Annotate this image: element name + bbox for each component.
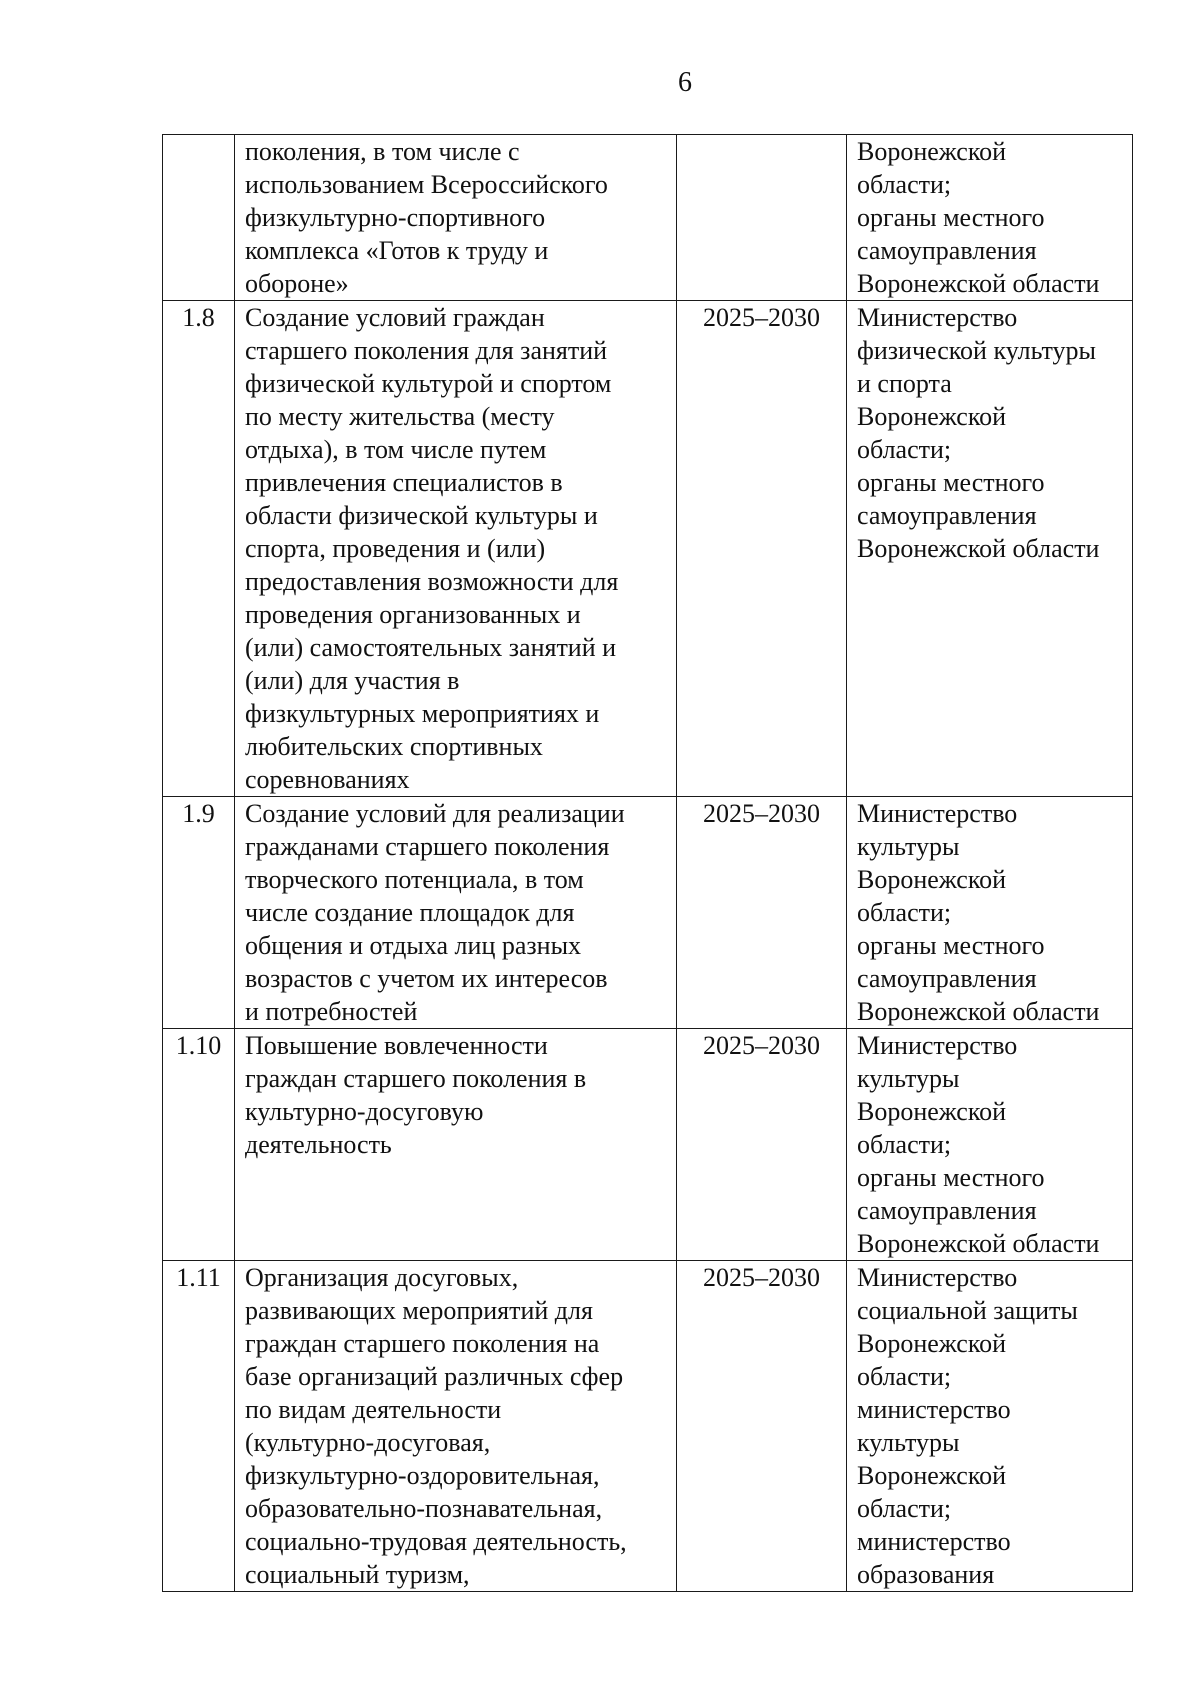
executor-line: органы местного (857, 203, 1045, 232)
executor-line: Министерство (857, 799, 1018, 828)
responsible-executors (847, 135, 1133, 301)
measure-description (235, 797, 677, 1029)
page-number: 6 (678, 67, 692, 98)
table-body (163, 135, 1133, 1592)
executor-line: Воронежской (857, 865, 1007, 894)
description-line: отдыха), в том числе путем (245, 435, 547, 464)
executor-line: самоуправления (857, 964, 1037, 993)
row-number: 1.8 (163, 301, 235, 797)
executor-line: Воронежской (857, 1097, 1007, 1126)
executor-line: Воронежской (857, 402, 1007, 431)
description-line: использованием Всероссийского (245, 170, 608, 199)
executor-line: Воронежской (857, 1461, 1007, 1490)
executor-line: Министерство (857, 1263, 1018, 1292)
table-row (163, 135, 1133, 301)
responsible-executors (847, 301, 1133, 797)
executor-line: физической культуры (857, 336, 1096, 365)
description-line: физической культурой и спортом (245, 369, 612, 398)
description-line: Повышение вовлеченности (245, 1031, 548, 1060)
description-line: социально-трудовая деятельность, (245, 1527, 627, 1556)
description-line: физкультурных мероприятиях и (245, 699, 600, 728)
executor-line: Воронежской области (857, 1229, 1100, 1258)
description-line: развивающих мероприятий для (245, 1296, 593, 1325)
implementation-period: 2025–2030 (677, 1261, 847, 1592)
description-line: поколения, в том числе с (245, 137, 520, 166)
executor-line: самоуправления (857, 236, 1037, 265)
description-line: числе создание площадок для (245, 898, 575, 927)
executor-line: министерство (857, 1527, 1011, 1556)
measure-description (235, 1261, 677, 1592)
description-line: творческого потенциала, в том (245, 865, 584, 894)
executor-line: самоуправления (857, 501, 1037, 530)
executor-line: органы местного (857, 931, 1045, 960)
description-line: комплекса «Готов к труду и (245, 236, 549, 265)
executor-line: Воронежской (857, 137, 1007, 166)
description-line: граждан старшего поколения на (245, 1329, 600, 1358)
description-line: (культурно-досуговая, (245, 1428, 491, 1457)
description-line: общения и отдыха лиц разных (245, 931, 582, 960)
responsible-executors (847, 797, 1133, 1029)
description-line: социальный туризм, (245, 1560, 470, 1589)
description-line: базе организаций различных сфер (245, 1362, 624, 1391)
executor-line: Воронежской области (857, 269, 1100, 298)
description-line: проведения организованных и (245, 600, 581, 629)
executor-line: самоуправления (857, 1196, 1037, 1225)
executor-line: Министерство (857, 303, 1018, 332)
description-line: по месту жительства (месту (245, 402, 555, 431)
description-line: Создание условий граждан (245, 303, 545, 332)
responsible-executors (847, 1029, 1133, 1261)
executor-line: области; (857, 435, 952, 464)
executor-line: органы местного (857, 468, 1045, 497)
implementation-period: 2025–2030 (677, 797, 847, 1029)
description-line: привлечения специалистов в (245, 468, 563, 497)
description-line: предоставления возможности для (245, 567, 619, 596)
table-row (163, 301, 1133, 797)
row-number: 1.10 (163, 1029, 235, 1261)
executor-line: области; (857, 170, 952, 199)
description-line: Организация досуговых, (245, 1263, 519, 1292)
table-row (163, 1029, 1133, 1261)
measure-description (235, 135, 677, 301)
executor-line: социальной защиты (857, 1296, 1078, 1325)
row-number (163, 135, 235, 301)
table-row (163, 797, 1133, 1029)
description-line: любительских спортивных (245, 732, 543, 761)
description-line: по видам деятельности (245, 1395, 502, 1424)
description-line: (или) для участия в (245, 666, 460, 695)
description-line: обороне» (245, 269, 349, 298)
description-line: и потребностей (245, 997, 418, 1026)
description-line: спорта, проведения и (или) (245, 534, 546, 563)
table-row (163, 1261, 1133, 1592)
implementation-period: 2025–2030 (677, 1029, 847, 1261)
executor-line: Воронежской области (857, 534, 1100, 563)
responsible-executors (847, 1261, 1133, 1592)
executor-line: министерство (857, 1395, 1011, 1424)
description-line: граждан старшего поколения в (245, 1064, 587, 1093)
description-line: возрастов с учетом их интересов (245, 964, 608, 993)
executor-line: Воронежской области (857, 997, 1100, 1026)
executor-line: Министерство (857, 1031, 1018, 1060)
implementation-period (677, 135, 847, 301)
row-number: 1.9 (163, 797, 235, 1029)
description-line: области физической культуры и (245, 501, 598, 530)
executor-line: области; (857, 898, 952, 927)
description-line: культурно-досуговую (245, 1097, 484, 1126)
row-number: 1.11 (163, 1261, 235, 1592)
executor-line: области; (857, 1130, 952, 1159)
executor-line: культуры (857, 1428, 960, 1457)
description-line: соревнованиях (245, 765, 410, 794)
description-line: физкультурно-оздоровительная, (245, 1461, 600, 1490)
executor-line: культуры (857, 1064, 960, 1093)
executor-line: Воронежской (857, 1329, 1007, 1358)
description-line: гражданами старшего поколения (245, 832, 610, 861)
description-line: Создание условий для реализации (245, 799, 625, 828)
description-line: старшего поколения для занятий (245, 336, 608, 365)
measure-description (235, 1029, 677, 1261)
measure-description (235, 301, 677, 797)
executor-line: области; (857, 1362, 952, 1391)
description-line: (или) самостоятельных занятий и (245, 633, 617, 662)
executor-line: образования (857, 1560, 995, 1589)
description-line: деятельность (245, 1130, 392, 1159)
executor-line: культуры (857, 832, 960, 861)
description-line: образовательно-познавательная, (245, 1494, 603, 1523)
executor-line: области; (857, 1494, 952, 1523)
measures-table (162, 134, 1133, 1592)
executor-line: органы местного (857, 1163, 1045, 1192)
implementation-period: 2025–2030 (677, 301, 847, 797)
description-line: физкультурно-спортивного (245, 203, 546, 232)
executor-line: и спорта (857, 369, 952, 398)
